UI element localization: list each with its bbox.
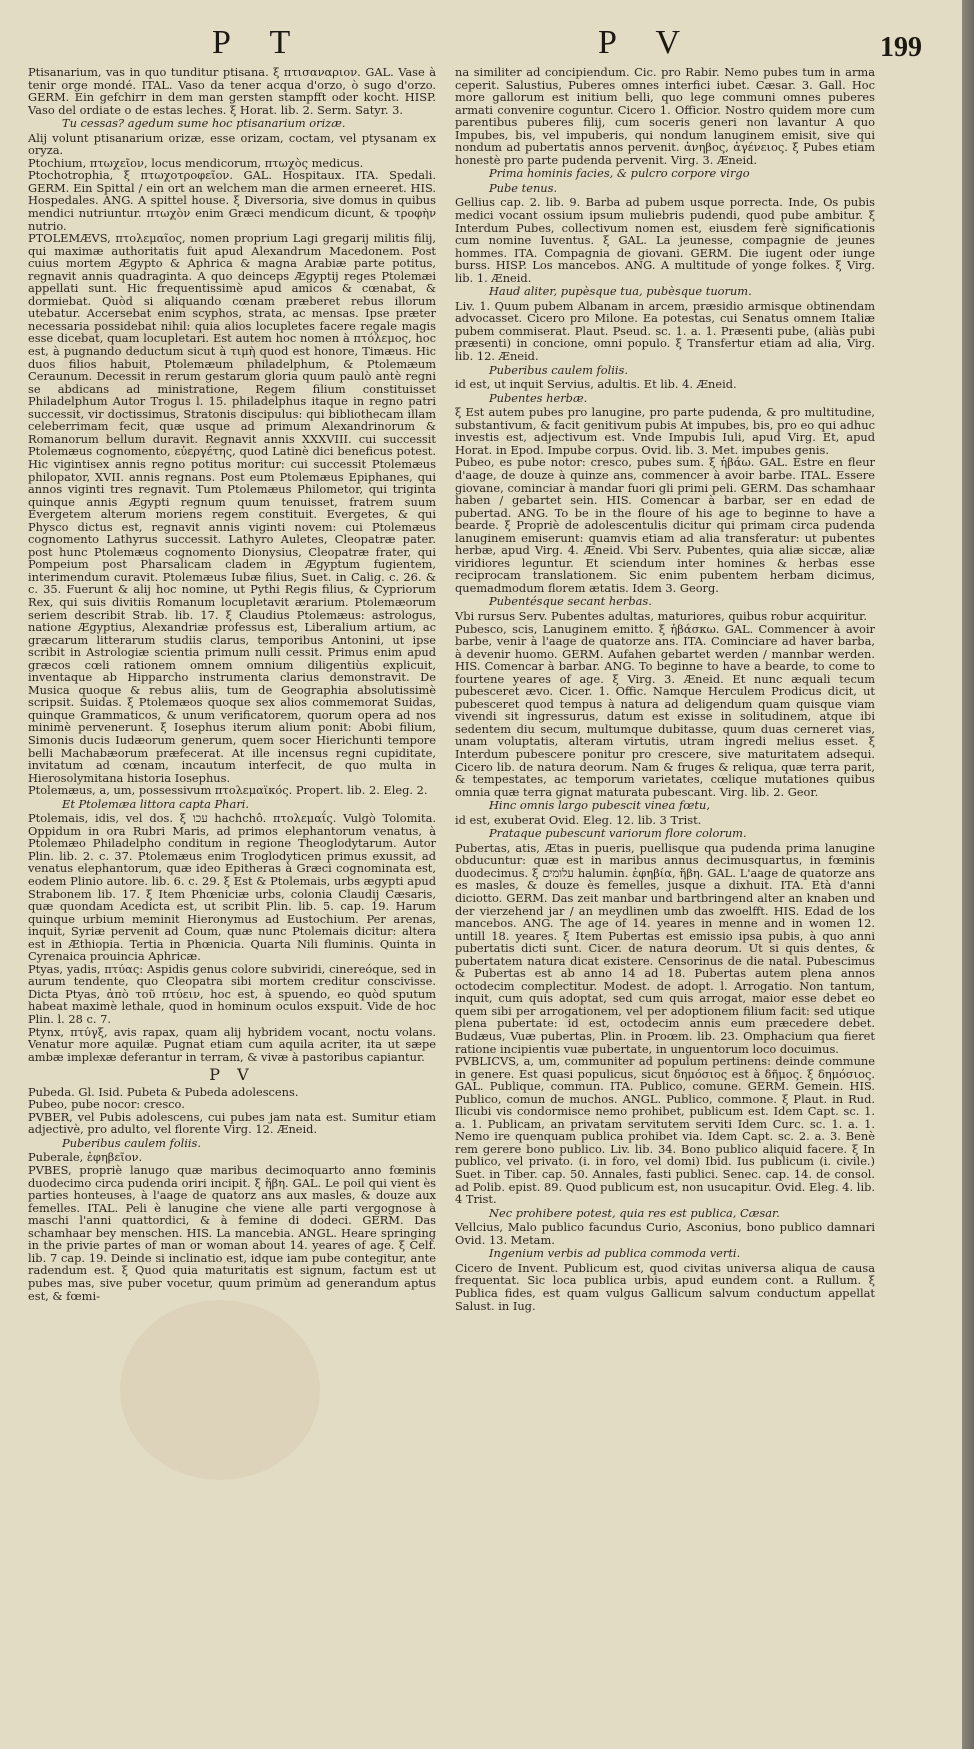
dictionary-entry: Ptolemæus, a, um, possessivum πτολεμαϊκός. Propert. lib. 2. Eleg. 2. [28,783,428,798]
dictionary-entry: na similiter ad concipiendum. Cic. pro Rabir. Nemo pubes tum in arma ceperit. Salustius, Puberes omnes interfici iubet. Cæsar. 3. Gall. Hoc more gallorum est initium belli, quo lege communi omnes puberes armati convenire coguntur. Cicero 1. Officior. Nostro quidem more cum parentibus puberes filij, cum soceris generi non lavantur A quo Impubes, bis, vel impuberis, qui nondum lanuginem emisit, sive qui nondum ad pubertatis annos pervenit. ἀνηβος, ἀγένειος. ξ Pubes etiam honestè pro parte pudenda pervenit. Virg. 3. Æneid. [455,65,875,167]
dictionary-entry: Pubeda. Gl. Isid. Pubeta & Pubeda adolescens. [28,1084,299,1099]
verse-quotation: Ingenium verbis ad publica commoda verti. [489,1246,741,1261]
verse-quotation: Nec prohibere potest, quia res est publica, Cæsar. [489,1205,780,1220]
verse-quotation: Puberibus caulem foliis. [62,1135,201,1150]
running-header [0,18,962,68]
verse-quotation: Haud aliter, pupèsque tua, pubèsque tuorum. [489,284,752,299]
dictionary-entry: Pubertas, atis, Ætas in pueris, puellisque qua pudenda prima lanugine obducuntur: quæ est in maribus annus decimusquartus, in fœminis duodecimus. ξ עלומים halumin. ἐφηβία, ἥβη. GAL. L'aage de quatorze ans es masles, & douze ès femelles, jusque a dixhuit. ITA. Età d'anni diciotto. GERM. Das zeit manbar und bartbringend alter an knaben und der vierzehend jar / an meydlinen umb das zwoelfft. HIS. Edad de los mancebos. ANG. The age of 14. yeares in menne and in women 12. untill 18. yeares. ξ Item Pubertas est emissio ipsa pubis, à quo anni pubertatis dicti sunt. Cicer. de natura deorum. Ut si quis dentes, & pubertatem natura dicat existere. Censorinus de die natal. Pubescimus & Pubertas est ab anno 14 ad 18. Pubertas autem plena annos octodecim complectitur. Modest. de adopt. l. Arrogatio. Non tantum, inquit, cum quis adoptat, sed cum quis arrogat, maior esse debet eo quem sibi per arrogationem, vel per adoptionem filium facit: sed utique plena pubertate: id est, octodecim annis eum præcedere debet. Budæus, Vuæ pubertas, Plin. in Proœm. lib. 23. Omphacium qua fieret ratione incipientis vuæ pubertate, in unguentorum loco docuimus. [455,840,875,1056]
verse-quotation: Pube tenus. [489,180,558,195]
header-left-letters: P T [212,24,307,61]
verse-quotation: Prima hominis facies, & pulcro corpore virgo [489,166,750,181]
dictionary-entry: Pubesco, scis, Lanuginem emitto. ξ ἡβάσκω. GAL. Commencer à avoir barbe, venir à l'aage de quatorze ans. ITA. Cominciare ad haver barba, à devenir huomo. GERM. Aufahen gebartet werden / mannbar werden. HIS. Comencar à barbar. ANG. To beginne to have a bearde, to come to fourtene yeares of age. ξ Virg. 3. Æneid. Et nunc æquali tecum pubesceret ævo. Cicer. 1. Offic. Namque Herculem Prodicus dicit, ut pubesceret quod tempus à natura ad deligendum quam quisque viam vivendi sit ingressurus, datum est exisse in solitudinem, atque ibi sedentem diu secum, multumque dubitasse, quum duas cerneret vias, unam voluptatis, alteram virtutis, utram ingredi melius esset. ξ Interdum pubescere ponitur pro crescere, sive maturitatem adsequi. Cicero lib. de natura deorum. Nam & fruges & reliqua, quæ terra parit, & tempestates, ac temporum varietates, cœlique mutationes quibus omnia quæ terra gignat maturata pubescant. Virg. lib. 2. Geor. [455,621,875,799]
verse-quotation: Pubentésque secant herbas. [489,594,652,609]
verse-quotation: Prataque pubescunt variorum flore colorum. [489,826,747,841]
verse-quotation: Hinc omnis largo pubescit vinea fœtu, [489,798,710,813]
dictionary-entry: Pubeo, es pube notor: cresco, pubes sum. ξ ἡβάω. GAL. Estre en fleur d'aage, de douze à quinze ans, commencer à avoir barbe. ITAL. Essere giovane, cominciar à mandar fuori gli primi peli. GERM. Das schamhaar haben / gebartet sein. HIS. Comencar à barbar, ser en edad de pubertad. ANG. To be in the floure of his age to beginne to have a bearde. ξ Propriè de adolescentulis dicitur qui primam circa pudenda lanuginem emiserunt: quamvis etiam ad alia transferatur: ut pubentes herbæ, apud Virg. 4. Æneid. Vbi Serv. Pubentes, quia aliæ siccæ, aliæ viridiores leguntur. Et sciendum inter homines & herbas esse reciprocam translationem. Sic enim pubentem herbam dicimus, quemadmodum florem ætatis. Idem 3. Georg. [455,455,875,595]
dictionary-entry: Vellcius, Malo publico facundus Curio, Asconius, bono publico damnari Ovid. 13. Metam. [455,1220,875,1247]
dictionary-entry: ξ Est autem pubes pro lanugine, pro parte pudenda, & pro multitudine, substantivum, & facit genitivum pubis At impubes, bis, pro eo qui adhuc investis est, adjectivum est. Vnde Impubis Iuli, apud Virg. Et, apud Horat. in Epod. Impube corpus. Ovid. lib. 3. Met. impubes genis. [455,405,875,457]
left-column [28,66,436,1302]
book-gutter-shadow [962,0,974,1749]
dictionary-entry: Gellius cap. 2. lib. 9. Barba ad pubem usque porrecta. Inde, Os pubis medici vocant ossium ipsum muliebris pudendi, quod pube ambitur. ξ Interdum Pubes, collectivum nomen est, eiusdem ferè significationis cum nomine Iuventus. ξ GAL. La jeunesse, compagnie de jeunes hommes. ITA. Compagnia de giovani. GERM. Die iugent oder iunge burss. HISP. Los mancebos. ANG. A multitude of yonge folkes. ξ Virg. lib. 1. Æneid. [455,195,875,285]
dictionary-entry: id est, ut inquit Servius, adultis. Et lib. 4. Æneid. [455,377,737,392]
dictionary-entry: Pubeo, pube nocor: cresco. [28,1097,185,1112]
verse-quotation: Tu cessas? agedum sume hoc ptisanarium orizæ. [62,116,346,131]
header-right-letters: P V [598,24,697,61]
dictionary-entry: Ptochium, πτωχεῖον, locus mendicorum, πτωχὸς medicus. [28,155,364,170]
dictionary-entry: PVBER, vel Pubis adolescens, cui pubes jam nata est. Sumitur etiam adjectivè, pro adulto, vel florente Virg. 12. Æneid. [28,1109,436,1137]
dictionary-entry: Ptisanarium, vas in quo tunditur ptisana. ξ πτισαναριον. GAL. Vase à tenir orge mondé. ITAL. Vaso da tener acqua d'orzo, ò sugo d'orzo. GERM. Ein gefchirr in dem man gersten stampfft oder kocht. HISP. Vaso del ordiate o de estas leches. ξ Horat. lib. 2. Serm. Satyr. 3. [28,65,436,117]
dictionary-entry: PTOLEMÆVS, πτολεμαῖος, nomen proprium Lagi gregarij militis filij, qui maximæ authoritatis fuit apud Alexandrum Macedonem. Post cuius mortem Ægypto & Aphrica & magna Arabiæ parte potitus, regnavit annis quadraginta. A quo deinceps Ægyptij reges Ptolemæi appellati sunt. Hic frequentissimè apud amicos & cœnabat, & dormiebat. Quòd si aliquando cœnam præberet rebus illorum utebatur. Accersebat enim scyphos, strata, ac mensas. Ipse præter necessaria possidebat nihil: quia alios locupletes facere regale magis esse dicebat, quam locupletari. Est autem hoc nomen à πτόλεμος, hoc est, à pugnando deductum sicut à τιμὴ quod est honore, Timæus. Hic duos filios habuit, Ptolemæum philadelphum, & Ptolemæum Ceraunum. Decessit in rerum gestarum gloria quum paulò antè regni se abdicans ad ministratione, Regem filium constituisset Philadelphum Autor Trogus l. 15. philadelphus itaque in regno patri successit, vir doctissimus, Stratonis discipulus: qui bibliothecam illam celeberrimam fecit, quæ usque ad primum Alexandrinorum & Romanorum bellum duravit. Regnavit annis XXXVIII. cui successit Ptolemæus cognomento, εὐεργέτης, quod Latinè dici beneficus potest. Hic vigintisex annis regno potitus moritur: cui successit Ptolemæus philopator, XVII. annis regnans. Post eum Ptolemæus Epiphanes, qui annos viginti tres regnavit. Tum Ptolemæus Philometor, qui triginta quinque annis Ægypti regnum quum tenuisset, fratrem suum Evergetem alterum moriens regem constituit. Evergetes, & qui Physco dictus est, regnavit annis viginti novem: cui Ptolemæus cognomento Lathyrus successit. Lathyro Auletes, Cleopatræ pater. post hunc Ptolemæus cognomento Dionysius, Cleopatræ frater, qui Pompeium post Pharsalicam cladem in Ægyptum fugientem, interimendum curavit. Ptolemæus Iubæ filius, Suet. in Calig. c. 26. & c. 35. Fuerunt & alij hoc nomine, ut Pythi Regis filius, & Cypriorum Rex, qui suis divitiis Romanum locupletavit ærarium. Ptolemæorum seriem describit Strab. lib. 17. ξ Claudius Ptolemæus: astrologus, natione Ægyptius, Alexandriæ professus est, Liberalium artium, ac græcarum litterarum studiis clarus, temporibus Antonini, ut ipse scribit in Astrologiæ scientia primum nulli cessit. Primus enim apud græcos cœli rationem omnem omnium diligentiùs explicuit, inventaque ab Hipparcho instrumenta clarius demonstravit. De Musica quoque & rebus aliis, tum de Geographia absolutissimè scripsit. Suidas. ξ Ptolemæos quoque sex alios commemorat Suidas, quinque Grammaticos, & unum verificatorem, quorum opera ad nos minimè pervenerunt. ξ Iosephus iterum alium ponit: Abobi filium, Simonis ducis Iudæorum generum, quem socer Hierichunti tempore belli Machabæorum præfecerat. At ille incensus regni cupiditate, invitatum ad cœnam, incautum interfecit, de quo multa in Hierosolymitana historia Iosephus. [28,231,436,785]
dictionary-entry: Ptyas, yadis, πτύας: Aspidis genus colore subviridi, cinereóque, sed in aurum tendente, quo Cleopatra sibi mortem creditur conscivisse. Dicta Ptyas, ἀπὸ τοῦ πτύειν, hoc est, à spuendo, eo quòd sputum habeat maximè lethale, quod in hominum oculos exspuit. Vide de hoc Plin. l. 28 c. 7. [28,961,436,1027]
right-column [455,66,875,1312]
dictionary-entry: PVBLICVS, a, um, communiter ad populum pertinens: deinde commune in genere. Est quasi populicus, sicut δημόσιος est à δῆμος. ξ δημόσιος. GAL. Publique, commun. ITA. Publico, comune. GERM. Gemein. HIS. Publico, comun de muchos. ANGL. Publico, commone. ξ Plaut. in Rud. Ilicubi vis condormisce nemo prohibet, publicum est. Idem Capt. sc. 1. a. 1. Publicam, an privatam servitutem serviti Idem Curc. sc. 1. a. 1. Nemo ire quenquam publica prohibet via. Idem Capt. sc. 2. a. 3. Benè rem gerere bono publico. Liv. lib. 34. Bono publico aliquid facere. ξ In publico, vel privato. (i. in foro, vel domi) Ibid. Ius publicum (i. civile.) Suet. in Tiber. cap. 50. Annales, fasti publici. Senec. cap. 14. de consol. ad Polib. epist. 89. Quod publicum est, non usucapitur. Ovid. Eleg. 4. lib. 4 Trist. [455,1054,875,1207]
dictionary-entry: Ptochotrophia, ξ πτωχοτροφεῖον. GAL. Hospitaux. ITA. Spedali. GERM. Ein Spittal / ein ort an welchem man die armen erneeret. HIS. Hospedales. ANG. A spittel house. ξ Diversoria, sive domus in quibus mendici nutriuntur. πτωχὸν enim Græci mendicum dicunt, & τροφὴν nutrio. [28,168,436,233]
dictionary-entry: PVBES, propriè lanugo quæ maribus decimoquarto anno fœminis duodecimo circa pudenda oriri incipit. ξ ἥβη. GAL. Le poil qui vient ès parties honteuses, à l'aage de quatorz ans aux masles, & douze aux femelles. ITAL. Peli è lanugine che viene alle parti vergognose à maschi l'anni quattordici, & à femine di dodeci. GERM. Das schamhaar bey menschen. HIS. La mancebia. ANGL. Heare springing in the privie partes of man or woman about 14. yeares of age. ξ Celf. lib. 7 cap. 19. Deinde si inclinatio est, idque iam pube contegitur, ante radendum est. ξ Quod quia maturitatis est signum, factum est ut pubes mas, sive puber vocetur, quum primùm ad generandum aptus est, & fœmi- [28,1163,436,1303]
verse-quotation: Et Ptolemæa littora capta Phari. [62,796,250,811]
dictionary-entry: Alij volunt ptisanarium orizæ, esse orizam, coctam, vel ptysanam ex oryza. [28,130,436,158]
page-number: 199 [880,32,922,63]
dictionary-entry: Ptynx, πτύγξ, avis rapax, quam alij hybridem vocant, noctu volans. Venatur more aquilæ. Pugnat etiam cum aquila acriter, ita ut sæpe ambæ implexæ deferantur in terram, & vivæ à pastoribus capiantur. [28,1024,436,1064]
dictionary-entry: id est, exuberat Ovid. Eleg. 12. lib. 3 Trist. [455,812,702,827]
dictionary-entry: Ptolemais, idis, vel dos. ξ עכו hachchô. πτολεμαΐς. Vulgò Tolomita. Oppidum in ora Rubri Maris, ad primos elephantorum venatus, à Ptolemæo Philadelpho conditum in regione Theoglodytarum. Autor Plin. lib. 2. c. 37. Ptolemæus enim Troglodyticen primus exussit, ad venatus elephantorum, quæ ideo Epitheras à Græci cognominata est, eodem Plinio autore. lib. 6. c. 29. ξ Est & Ptolemais, urbs ægypti apud Strabonem lib. 17. ξ Item Phœniciæ urbs, colonia Claudij Cæsaris, quæ quondam Acedicta est, ut scribit Plin. lib. 5. cap. 19. Harum quinque urbium meminit Hieronymus ad Eustochium. Per arenas, inquit, Syriæ pervenit ad Coum, quæ nunc Ptolemais dicitur: altera est in Æthiopia. Tertia in Phœnicia. Quarta Nili fluminis. Quinta in Cyrenaica prouincia Aphricæ. [28,811,436,964]
dictionary-entry: Vbi rursus Serv. Pubentes adultas, maturiores, quibus robur acquiritur. [455,608,867,623]
verse-quotation: Puberibus caulem foliis. [489,362,628,377]
dictionary-entry: Cicero de Invent. Publicum est, quod civitas universa aliqua de causa frequentat. Sic loca publica urbis, apud eundem cont. a Rullum. ξ Publica fides, est quam vulgus Gallicum salvum conductum appellat Salust. in Iug. [455,1260,875,1313]
dictionary-entry: Puberale, ἐφηβεῖον. [28,1150,143,1165]
section-heading: P V [209,1065,255,1085]
verse-quotation: Pubentes herbæ. [489,390,588,405]
dictionary-entry: Liv. 1. Quum pubem Albanam in arcem, præsidio armisque obtinendam advocasset. Cicero pro Milone. Ea potestas, cui Senatus omnem Italiæ pubem commiserat. Plaut. Pseud. sc. 1. a. 1. Præsenti pube, (aliàs pubi præsenti) in concione, omni populo. ξ Transfertur etiam ad alia, Virg. lib. 12. Æneid. [455,298,875,364]
